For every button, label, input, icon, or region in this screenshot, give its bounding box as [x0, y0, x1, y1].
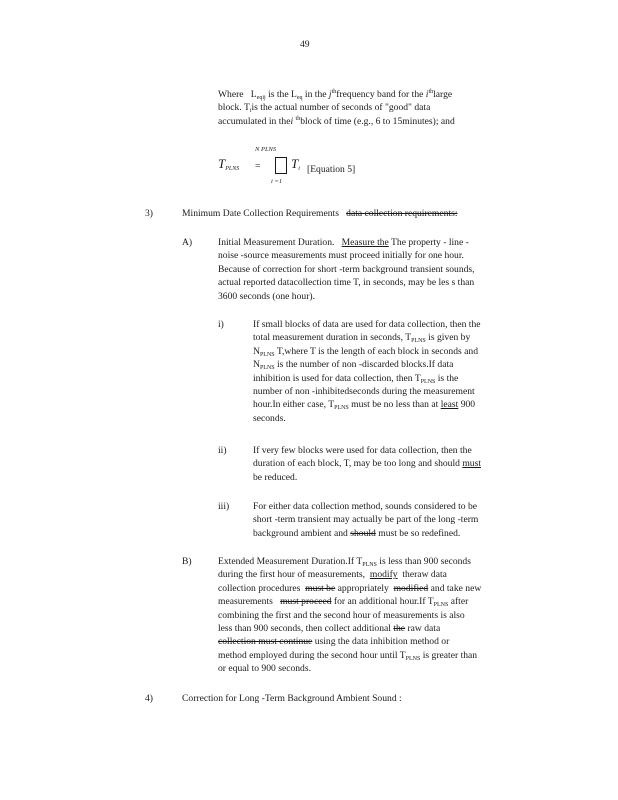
item-b-text: Extended Measurement Duration.If $T_{PLNS}$ is less than 900 seconds during the first hour of measurements, modify theraw data collection procedures must be appropriately modified and take new measurements must proceed for an additional hour.If $T_{PLNS}$ after combining the first and the second hour of measurements is also less than 900 seconds, then collect additional the raw data collection must continue using the data inhibition method or method employed during the second hour until $T_{PLNS}$ is greater than or equal to 900 seconds. — [218, 556, 482, 675]
item-3-number: 3) — [145, 208, 153, 219]
item-4-title: Correction for Long -Term Background Ambient Sound : — [182, 693, 402, 704]
item-a-ii-text: If very few blocks were used for data collection, then the duration of each block, T, may be too long and should must be reduced. — [253, 445, 482, 483]
item-a-text: Initial Measurement Duration. Measure the The property - line - noise -source measurements must proceed initially for one hour. Because of correction for short -term background transient sounds, actual reported datacollection time T, in seconds, may be les s than 3600 seconds (one hour). — [218, 237, 475, 302]
sum-upper-limit: N PLNS — [255, 146, 277, 153]
item-4-number: 4) — [145, 693, 153, 704]
item-a-i-text: If small blocks of data are used for data collection, then the total measurement duration in seconds, $T_{PLNS}$ is given by $N_{PLNS}$ T,where T is the length of each block in seconds and $N_{PLNS}$ is the number of non -discarded blocks.If data inhibition is used for data collection, then $T_{PLNS}$ is the number of non -inhibitedseconds during the measurement hour.In either case, $T_{PLNS}$ must be no less than at least 900 seconds. — [253, 319, 481, 424]
item-a-iii-number: iii) — [218, 501, 230, 512]
item-a-ii-number: ii) — [218, 445, 227, 456]
equation-equals: = — [255, 161, 261, 172]
item-3-title: Minimum Date Collection Requirements data collection requirements: — [182, 208, 458, 219]
item-a-iii-text: For either data collection method, sounds considered to be short -term transient may actually be part of the long -term background ambient and should must be so redefined. — [253, 501, 479, 539]
where-line-3: accumulated in thei $^{th}$block of time (e.g., 6 to 15minutes); and — [218, 115, 455, 127]
where-line-1: Where $L_{eqij}$ is the $L_{eq}$ in the $j^{th}frequency$ band for the $i^{th}large$ — [218, 89, 453, 101]
equation-label: [Equation 5] — [307, 164, 356, 175]
page-number: 49 — [300, 39, 310, 50]
sum-lower-limit: i =1 — [271, 178, 283, 185]
where-definition — [218, 88, 518, 128]
item-a-i-number: i) — [218, 319, 224, 330]
where-line-2: block. $T_iis$ the actual number of seconds of "good" data — [218, 102, 431, 115]
item-a-letter: A) — [182, 237, 193, 248]
equation-term: $T_i$ — [291, 156, 300, 172]
summation-icon — [275, 157, 287, 176]
item-b-letter: B) — [182, 556, 192, 567]
equation-lhs: $T_{PLNS}$ — [218, 156, 240, 172]
